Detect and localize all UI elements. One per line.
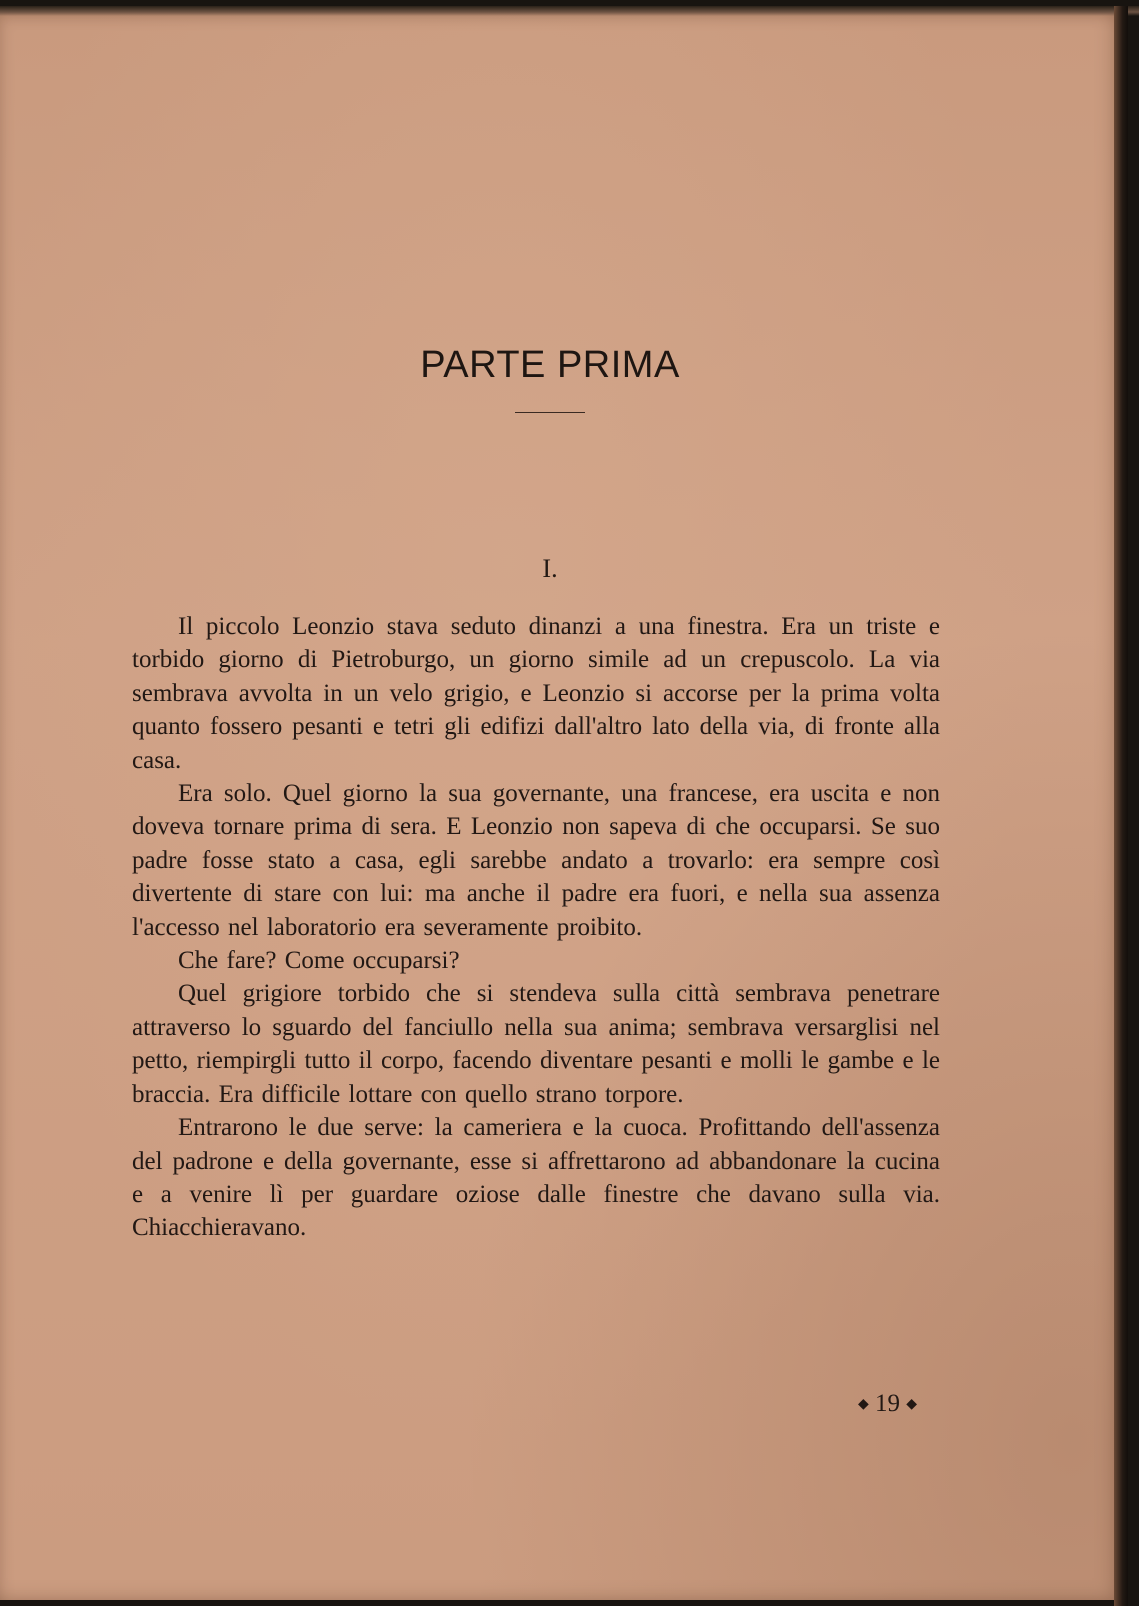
part-title: PARTE PRIMA	[420, 344, 680, 386]
diamond-ornament-icon: ◆	[858, 1397, 869, 1412]
paragraph: Era solo. Quel giorno la sua governante, una francese, era uscita e non doveva tornare prima di sera. E Leonzio non sapeva di che occuparsi. Se suo padre fosse stato a casa, egli sarebbe andato a trovarlo: era sempre così divertente di stare con lui: ma anche il padre era fuori, e nella sua assenza l'accesso nel laboratorio era severamente proibito.	[132, 780, 940, 941]
page-top-edge	[0, 6, 1139, 16]
book-page	[0, 6, 1128, 1600]
page-number-value: 19	[875, 1390, 901, 1417]
chapter-number: I.	[542, 554, 558, 583]
chapter-body	[132, 610, 940, 1245]
paragraph: Quel grigiore torbido che si stendeva sulla città sembrava penetrare attraverso lo sguardo del fanciullo nella sua anima; sembrava versarglisi nel petto, riempirgli tutto il corpo, facendo diventare pesanti e molli le gambe e le braccia. Era difficile lottare con quello strano torpore.	[132, 980, 940, 1108]
paragraph: Il piccolo Leonzio stava seduto dinanzi a una finestra. Era un triste e torbido giorno di Pietroburgo, un giorno simile ad un crepuscolo. La via sembrava avvolta in un velo grigio, e Leonzio si accorse per la prima volta quanto fossero pesanti e tetri gli edifizi dall'altro lato della via, di fronte alla casa.	[132, 613, 940, 774]
paragraph: Entrarono le due serve: la cameriera e la cuoca. Profittando dell'assenza del padrone e della governante, esse si affrettarono ad abbandonare la cucina e a venire lì per guardare oziose dalle finestre che davano sulla via. Chiacchieravano.	[132, 1114, 940, 1242]
page-right-edge	[1114, 6, 1128, 1606]
title-divider	[515, 412, 585, 413]
diamond-ornament-icon: ◆	[906, 1397, 918, 1412]
page-number	[858, 1390, 917, 1418]
paragraph: Che fare? Come occuparsi?	[178, 947, 460, 975]
